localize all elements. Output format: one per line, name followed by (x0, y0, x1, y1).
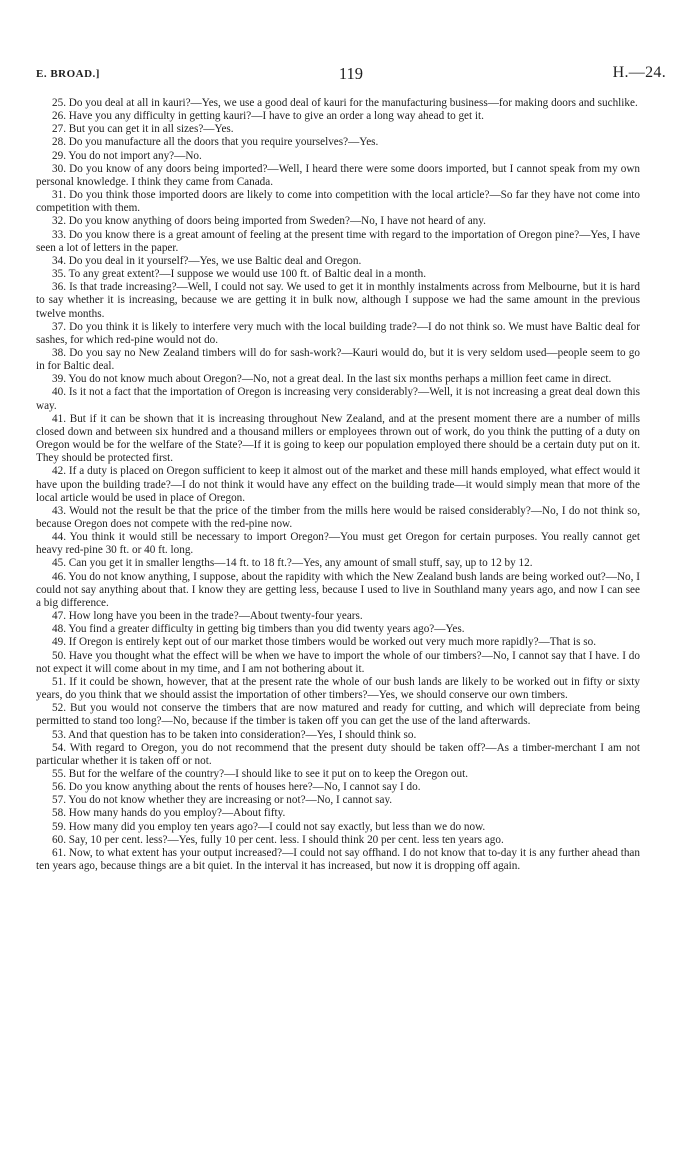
question-answer-paragraph: 51. If it could be shown, however, that at the present rate the whole of our bush lands are likely to be worked out in fifty or sixty years, do you think that we should assist the importation of other timbers?—Yes, we should conserve our own timbers. (36, 675, 640, 702)
question-answer-paragraph: 35. To any great extent?—I suppose we would use 100 ft. of Baltic deal in a month. (52, 268, 427, 281)
question-answer-paragraph: 26. Have you any difficulty in getting kauri?—I have to give an order a long way ahead to get it. (52, 110, 484, 123)
witness-name: E. BROAD.] (36, 68, 100, 80)
question-answer-paragraph: 52. But you would not conserve the timbers that are now matured and ready for cutting, and which will depreciate from being permitted to stand too long?—No, because if the timber is taken off you can get the use of the land afterwards. (36, 702, 640, 728)
question-answer-paragraph: 58. How many hands do you employ?—About fifty. (52, 807, 286, 820)
question-answer-paragraph: 50. Have you thought what the effect will be when we have to import the whole of our timbers?—No, I cannot say that I have. I do not expect it will come about in my time, and I am not bothering about it. (36, 649, 640, 675)
document-reference: H.—24. (612, 64, 666, 81)
question-answer-paragraph: 39. You do not know much about Oregon?—No, not a great deal. In the last six months perhaps a million feet came in direct. (52, 373, 612, 386)
question-answer-paragraph: 45. Can you get it in smaller lengths—14 ft. to 18 ft.?—Yes, any amount of small stuff, say, up to 12 by 12. (52, 557, 533, 570)
question-answer-paragraph: 60. Say, 10 per cent. less?—Yes, fully 10 per cent. less. I should think 20 per cent. less ten years ago. (52, 833, 504, 846)
question-answer-paragraph: 42. If a duty is placed on Oregon sufficient to keep it almost out of the market and these mill hands employed, what effect would it have upon the building trade?—I do not think it would have any effect on the building trade—it would simply mean that more of the local article would be used in place of Oregon. (36, 465, 640, 504)
question-answer-paragraph: 40. Is it not a fact that the importation of Oregon is increasing very considerably?—Well, it is not increasing a great deal down this way. (36, 386, 640, 412)
question-answer-paragraph: 43. Would not the result be that the price of the timber from the mills here would be raised considerably?—No, I do not think so, because Oregon does not compete with the red-pine now. (36, 504, 640, 530)
question-answer-paragraph: 41. But if it can be shown that it is increasing throughout New Zealand, and at the present moment there are a number of mills closed down and between six hundred and a thousand millers or employees thrown out of work, do you think the putting of a duty on Oregon would be for the welfare of the State?—If it is going to keep our population employed there should be a certain duty put on it. They should be protected first. (36, 412, 640, 465)
question-answer-paragraph: 33. Do you know there is a great amount of feeling at the present time with regard to the importation of Oregon pine?—Yes, I have seen a lot of letters in the paper. (36, 228, 640, 254)
testimony-body (36, 97, 640, 873)
question-answer-paragraph: 53. And that question has to be taken into consideration?—Yes, I should think so. (52, 728, 417, 741)
question-answer-paragraph: 61. Now, to what extent has your output increased?—I could not say offhand. I do not know that to-day it is any further ahead than ten years ago, because things are a bit quiet. In the interval it has increased, but now it is dropping off again. (36, 846, 640, 873)
page-number: 119 (338, 64, 364, 83)
question-answer-paragraph: 48. You find a greater difficulty in getting big timbers than you did twenty years ago?—Yes. (52, 623, 465, 636)
question-answer-paragraph: 25. Do you deal at all in kauri?—Yes, we use a good deal of kauri for the manufacturing business—for making doors and suchlike. (52, 97, 638, 109)
question-answer-paragraph: 54. With regard to Oregon, you do not recommend that the present duty should be taken off?—As a timber-merchant I am not particular whether it is taken off or not. (36, 741, 640, 767)
question-answer-paragraph: 31. Do you think those imported doors are likely to come into competition with the local article?—So far they have not come into competition with them. (36, 189, 640, 215)
question-answer-paragraph: 30. Do you know of any doors being imported?—Well, I heard there were some doors imported, but I cannot speak from my own personal knowledge. I think they came from Canada. (36, 162, 640, 188)
question-answer-paragraph: 59. How many did you employ ten years ago?—I could not say exactly, but less than we do now. (52, 820, 486, 833)
question-answer-paragraph: 56. Do you know anything about the rents of houses here?—No, I cannot say I do. (52, 781, 421, 794)
question-answer-paragraph: 47. How long have you been in the trade?—About twenty-four years. (52, 610, 363, 623)
question-answer-paragraph: 34. Do you deal in it yourself?—Yes, we use Baltic deal and Oregon. (52, 254, 362, 267)
question-answer-paragraph: 57. You do not know whether they are increasing or not?—No, I cannot say. (52, 794, 393, 807)
question-answer-paragraph: 44. You think it would still be necessary to import Oregon?—You must get Oregon for certain purposes. You really cannot get heavy red-pine 30 ft. or 40 ft. long. (36, 531, 640, 557)
question-answer-paragraph: 28. Do you manufacture all the doors that you require yourselves?—Yes. (52, 136, 379, 149)
question-answer-paragraph: 27. But you can get it in all sizes?—Yes. (52, 123, 234, 136)
question-answer-paragraph: 29. You do not import any?—No. (52, 149, 202, 162)
question-answer-paragraph: 38. Do you say no New Zealand timbers will do for sash-work?—Kauri would do, but it is very seldom used—people seem to go in for Baltic deal. (36, 346, 640, 373)
question-answer-paragraph: 32. Do you know anything of doors being imported from Sweden?—No, I have not heard of any. (52, 215, 486, 228)
question-answer-paragraph: 37. Do you think it is likely to interfere very much with the local building trade?—I do not think so. We must have Baltic deal for sashes, for which red-pine would not do. (36, 320, 640, 346)
question-answer-paragraph: 55. But for the welfare of the country?—I should like to see it put on to keep the Oregon out. (52, 767, 469, 780)
question-answer-paragraph: 36. Is that trade increasing?—Well, I could not say. We used to get it in monthly instalments across from Melbourne, but it is hard to say whether it is increasing, because we are getting it in bulk now, although I suppose we had the same amount in the previous twelve months. (36, 281, 640, 320)
page-header (36, 64, 666, 86)
question-answer-paragraph: 46. You do not know anything, I suppose, about the rapidity with which the New Zealand bush lands are being worked out?—No, I could not say anything about that. I know they are getting less, because I used to live in Southland many years ago, and now I can see a big difference. (36, 570, 640, 609)
question-answer-paragraph: 49. If Oregon is entirely kept out of our market those timbers would be worked out very much more rapidly?—That is so. (52, 636, 597, 649)
